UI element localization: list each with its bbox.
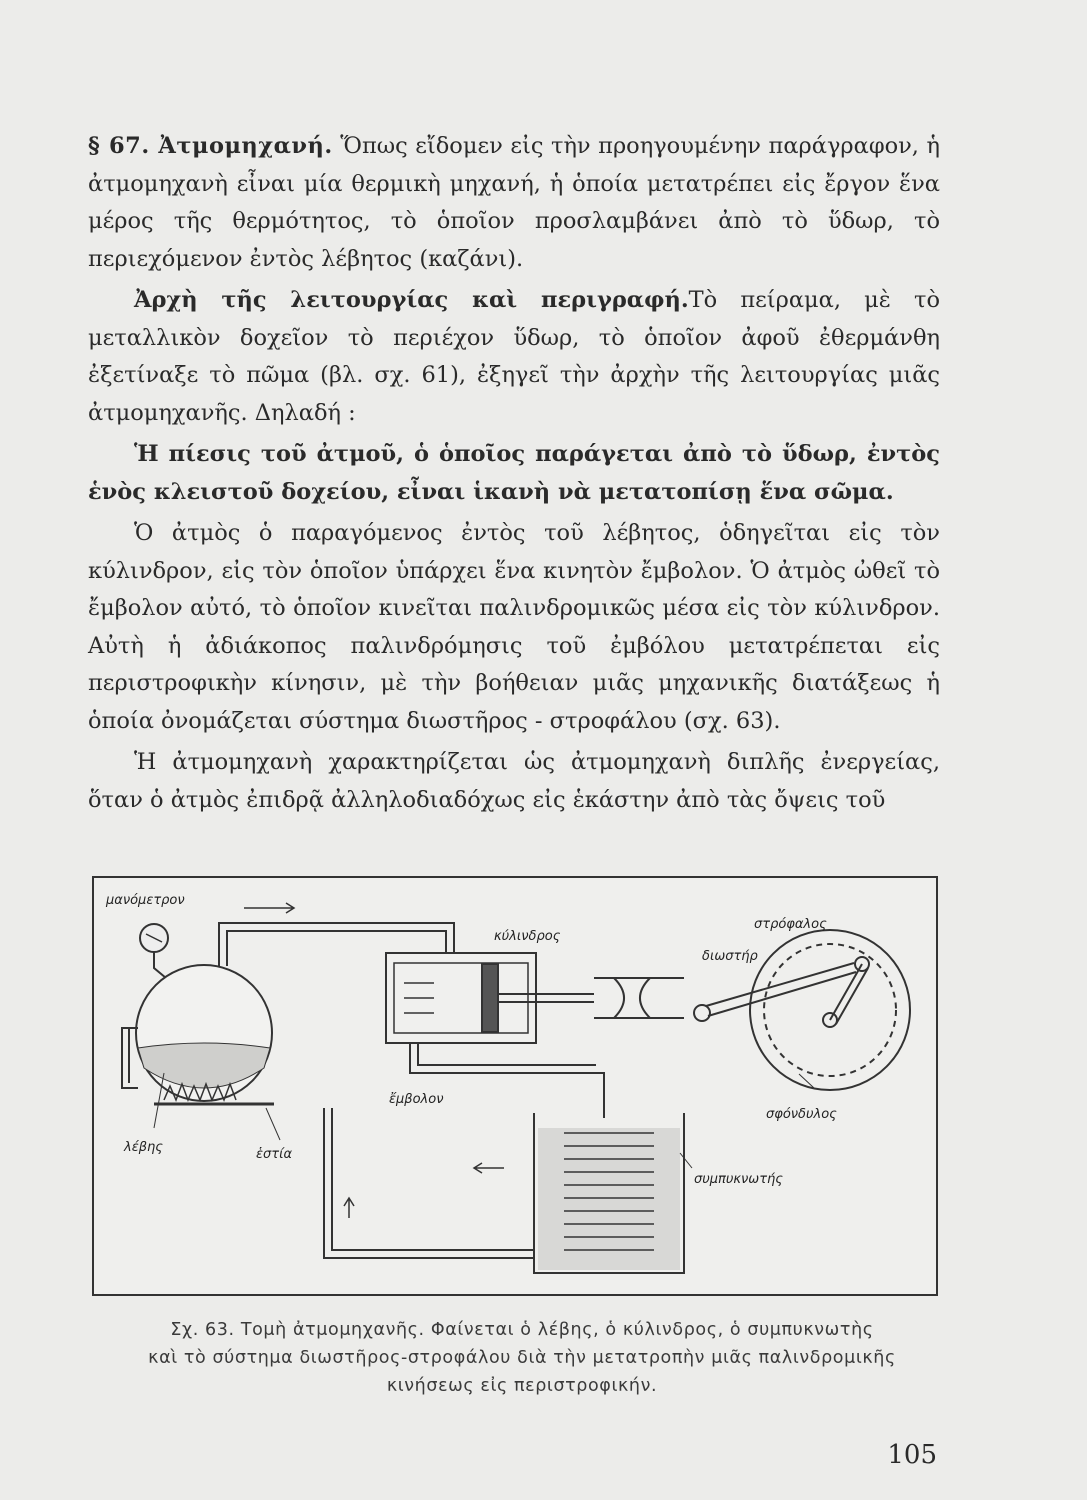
figure-caption bbox=[100, 1316, 944, 1400]
paragraph-steam-cylinder: Ὁ ἀτμὸς ὁ παραγόμενος ἐντὸς τοῦ λέβητος, ὁδηγεῖται εἰς τὸν κύλινδρον, εἰς τὸν ὁποῖον ὑπάρχει ἕνα κινητὸν ἔμβολον. Ὁ ἀτμὸς ὠθεῖ τὸ ἔμβολον αὐτό, τὸ ὁποῖον κινεῖται παλινδρομικῶς μέσα εἰς τὸν κύλινδρον. Αὐτὴ ἡ ἀδιάκοπος παλινδρόμησις τοῦ ἐμβόλου μετατρέπεται εἰς περιστροφικὴν κίνησιν, μὲ τὴν βοήθειαν μιᾶς μηχανικῆς διατάξεως ἡ ὁποία ὀνομάζεται σύστημα διωστῆρος - στροφάλου (σχ. 63). bbox=[88, 520, 940, 734]
crosshead-icon bbox=[614, 978, 650, 1018]
piston-icon bbox=[482, 964, 498, 1032]
body-text bbox=[88, 128, 940, 819]
section-paragraph bbox=[88, 128, 940, 278]
principle-statement: Ἡ πίεσις τοῦ ἀτμοῦ, ὁ ὁποῖος παράγεται ἀπὸ τὸ ὕδωρ, ἐντὸς ἑνὸς κλειστοῦ δοχείου, εἶναι ἱκανὴ νὰ μετατοπίσῃ ἕνα σῶμα. bbox=[88, 441, 940, 505]
connecting-rod-label: διωστήρ bbox=[702, 949, 758, 964]
cylinder-label: κύλινδρος bbox=[494, 929, 561, 944]
caption-line-1: Σχ. 63. Τομὴ ἀτμομηχανῆς. Φαίνεται ὁ λέβης, ὁ κύλινδρος, ὁ συμπυκνωτὴς bbox=[170, 1320, 874, 1340]
flywheel-label: σφόνδυλος bbox=[766, 1107, 837, 1122]
steam-engine-figure bbox=[92, 876, 938, 1296]
principle-text: Τὸ πείραμα, μὲ τὸ μεταλλικὸν δοχεῖον τὸ περιέχον ὕδωρ, τὸ ὁποῖον ἀφοῦ ἐθερμάνθη ἐξετίναξε τὸ πῶμα (βλ. σχ. 61), ἐξηγεῖ τὴν ἀρχὴν τῆς λειτουργίας μιᾶς ἀτμομηχανῆς. Δηλαδή : bbox=[88, 287, 940, 426]
flywheel-icon bbox=[750, 930, 910, 1090]
caption-line-3: κινήσεως εἰς περιστροφικήν. bbox=[386, 1376, 658, 1396]
principle-paragraph bbox=[88, 282, 940, 432]
boiler-label: λέβης bbox=[124, 1140, 163, 1155]
hearth-label: ἑστία bbox=[256, 1147, 293, 1162]
piston-label: ἔμβολον bbox=[389, 1092, 444, 1107]
caption-line-2: καὶ τὸ σύστημα διωστῆρος-στροφάλου διὰ τὴν μετατροπὴν μιᾶς παλινδρομικῆς bbox=[148, 1348, 896, 1368]
principle-heading: Ἀρχὴ τῆς λειτουργίας καὶ περιγραφή. bbox=[134, 287, 689, 313]
page-number: 105 bbox=[887, 1440, 937, 1470]
manometer-label: μανόμετρον bbox=[106, 893, 185, 908]
steam-engine-diagram bbox=[94, 878, 936, 1294]
crank-label: στρόφαλος bbox=[754, 917, 827, 932]
section-intro: Ὅπως εἴδομεν εἰς τὴν προηγουμένην παράγραφον, ἡ ἀτμομηχανὴ εἶναι μία θερμικὴ μηχανή, ἡ ὁποία μετατρέπει εἰς ἔργον ἕνα μέρος τῆς θερμότητος, τὸ ὁποῖον προσλαμβάνει ἀπὸ τὸ ὕδωρ, τὸ περιεχόμενον ἐντὸς λέβητος (καζάνι). bbox=[88, 133, 940, 272]
condenser-label: συμπυκνωτής bbox=[694, 1172, 783, 1187]
section-heading: § 67. Ἀτμομηχανή. bbox=[88, 133, 333, 159]
paragraph-double-action: Ἡ ἀτμομηχανὴ χαρακτηρίζεται ὡς ἀτμομηχανὴ διπλῆς ἐνεργείας, ὅταν ὁ ἀτμὸς ἐπιδρᾷ ἀλληλοδιαδόχως εἰς ἑκάστην ἀπὸ τὰς ὄψεις τοῦ bbox=[88, 749, 940, 813]
connecting-rod-icon bbox=[706, 963, 856, 1016]
